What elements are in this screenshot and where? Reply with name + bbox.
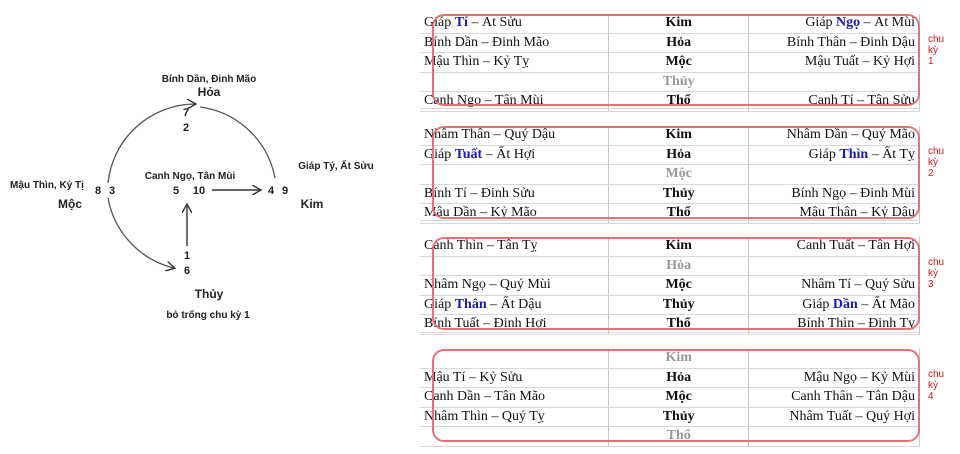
table-row [420,53,920,73]
left-pair-cell [420,295,609,315]
pair-text: – Ất Hợi [482,146,536,162]
pair-text: Giáp [805,15,837,31]
element-cell: Hỏa [609,145,749,165]
left-number-a: 8 [94,185,102,197]
right-cycle-label: Giáp Tý, Ất Sửu [298,161,374,172]
right-pair-cell [749,368,920,388]
element-cell: Kim [609,14,749,33]
pair-text: – Ất Mùi [860,15,915,31]
cycle-table-3 [420,237,920,335]
top-element-label: Hỏa [197,85,221,99]
cycle-label-line: 4 [928,391,934,402]
cycle-label-2 [928,146,954,179]
pair-text: Giáp [808,146,840,162]
right-number-b: 9 [281,185,289,197]
pair-text: Nhâm Tuất – Quý Hợi [789,408,915,424]
bottom-element-label: Thủy [194,287,224,301]
table-row [420,14,920,33]
left-pair-cell [420,407,609,427]
pair-text: – Ất Dậu [486,296,542,312]
pair-text: Canh Tí – Tân Sửu [808,93,915,109]
left-pair-cell [420,165,609,185]
table-row [420,276,920,296]
table-row [420,237,920,256]
arc-moc-thuy [108,198,174,268]
cycle-label-line: chu [928,257,945,268]
pair-text: Bính Tí – Đinh Sửu [424,185,535,201]
right-pair-cell [749,427,920,447]
pair-text: Mậu Tí – Kỷ Sửu [424,369,523,385]
table-row [420,256,920,276]
left-pair-cell [420,126,609,145]
element-cell: Mộc [609,388,749,408]
element-cell: Kim [609,237,749,256]
bottom-note: bỏ trống chu kỳ 1 [166,310,250,321]
left-pair-cell [420,349,609,368]
arc-hoa-kim [200,107,275,178]
table-row [420,126,920,145]
right-pair-cell [749,53,920,73]
left-pair-cell [420,184,609,204]
cycle-label-4 [928,369,954,402]
pair-text: Giáp [424,146,455,162]
right-element-label: Kim [300,197,324,211]
cycle-label-line: chu [928,369,945,380]
top-cycle-label: Bính Dần, Đinh Mão [161,74,257,85]
left-pair-cell [420,237,609,256]
element-cell: Mộc [609,276,749,296]
left-number-b: 3 [108,185,116,197]
cycle-label-line: 2 [928,168,934,179]
pair-text: Bính Thìn – Đinh Tỵ [797,316,915,332]
element-cell: Kim [609,349,749,368]
right-pair-cell [749,165,920,185]
left-pair-cell [420,388,609,408]
grid-spacer-line [420,220,920,221]
bottom-number-a: 1 [183,250,191,262]
right-pair-cell [749,72,920,92]
right-pair-cell [749,407,920,427]
pair-text: Canh Dần – Tân Mão [424,389,546,405]
bottom-number-b: 6 [183,265,191,277]
cycle-table-1 [420,14,920,112]
element-cell: Thủy [609,295,749,315]
element-cell: Hỏa [609,33,749,53]
cycle-label-line: kỳ [928,157,938,168]
element-cell: Thổ [609,204,749,224]
pair-text: Giáp [424,15,455,31]
pair-text: Nhâm Dần – Quý Mão [786,127,915,143]
highlighted-stem: Dần [832,296,858,312]
left-pair-cell [420,72,609,92]
left-element-label: Mộc [58,197,82,211]
pair-text: Mậu Thân – Kỷ Dậu [799,205,915,221]
element-cell: Hỏa [609,368,749,388]
pair-text: Mậu Thìn – Kỷ Tỵ [424,54,530,70]
highlighted-stem: Tuất [454,146,483,162]
right-pair-cell [749,276,920,296]
highlighted-stem: Tí [454,15,468,31]
cycle-label-1 [928,34,954,67]
right-number-a: 4 [267,185,275,197]
pair-text: Nhâm Ngọ – Quý Mùi [424,277,551,293]
center-cycle-label: Canh Ngọ, Tân Mùi [144,171,236,182]
table-row [420,184,920,204]
left-pair-cell [420,256,609,276]
five-elements-diagram [0,0,420,454]
element-cell: Thổ [609,427,749,447]
left-pair-cell [420,276,609,296]
left-pair-cell [420,53,609,73]
cycle-label-line: kỳ [928,45,938,56]
element-cell: Mộc [609,165,749,185]
table-row [420,407,920,427]
highlighted-stem: Thân [454,296,487,312]
pair-text: Nhâm Tí – Quý Sửu [801,277,915,293]
right-pair-cell [749,349,920,368]
right-pair-cell [749,126,920,145]
grid-spacer-line [420,332,920,333]
element-cell: Thủy [609,184,749,204]
element-cell: Thổ [609,92,749,112]
grid-spacer-line [420,108,920,109]
pair-text: – Ất Sửu [467,15,522,31]
top-number-a: 7 [182,107,190,119]
left-pair-cell [420,145,609,165]
table-row [420,295,920,315]
center-number-a: 5 [172,185,180,197]
left-pair-cell [420,368,609,388]
right-pair-cell [749,388,920,408]
cycle-label-line: 3 [928,279,934,290]
highlighted-stem: Thìn [839,146,869,162]
left-cycle-label: Mậu Thìn, Kỷ Tị [10,180,84,191]
pair-text: Bính Thân – Đinh Dậu [786,34,915,50]
pair-text: Bính Ngọ – Đinh Mùi [791,185,915,201]
element-cell: Thủy [609,72,749,92]
center-number-b: 10 [192,185,206,197]
left-pair-cell [420,14,609,33]
pair-text: Canh Ngọ – Tân Mùi [424,93,544,109]
table-row [420,165,920,185]
cycle-label-line: 1 [928,56,934,67]
cycle-label-line: chu [928,146,945,157]
left-pair-cell [420,427,609,447]
table-row [420,349,920,368]
element-cell: Mộc [609,53,749,73]
right-pair-cell [749,14,920,33]
element-cell: Hỏa [609,256,749,276]
table-row [420,33,920,53]
pair-text: Mậu Tuất – Kỷ Hợi [804,54,915,70]
cycle-label-line: chu [928,34,945,45]
table-row [420,145,920,165]
right-pair-cell [749,145,920,165]
element-cell: Thổ [609,315,749,335]
pair-text: Giáp [424,296,455,312]
pair-text: Canh Thân – Tân Dậu [791,389,915,405]
cycle-table-4 [420,349,920,447]
table-row [420,388,920,408]
cycle-label-line: kỳ [928,380,938,391]
right-pair-cell [749,237,920,256]
top-number-b: 2 [182,122,190,134]
pair-text: Nhâm Thân – Quý Dậu [424,127,556,143]
pair-text: Mậu Dần – Kỷ Mão [424,205,537,221]
pair-text: Canh Thìn – Tân Tỵ [424,238,538,254]
right-pair-cell [749,256,920,276]
element-cell: Thủy [609,407,749,427]
pair-text: Bính Tuất – Đinh Hợi [424,316,547,332]
pair-text: Mậu Ngọ – Kỷ Mùi [803,369,915,385]
pair-text: Giáp [802,296,833,312]
highlighted-stem: Ngọ [836,15,861,31]
table-row [420,72,920,92]
table-row [420,427,920,447]
cycle-label-line: kỳ [928,268,938,279]
right-pair-cell [749,295,920,315]
table-row [420,368,920,388]
pair-text: Canh Tuất – Tân Hợi [796,238,915,254]
right-pair-cell [749,33,920,53]
pair-text: Bính Dần – Đinh Mão [424,34,550,50]
cycle-label-3 [928,257,954,290]
right-pair-cell [749,184,920,204]
pair-text: Nhâm Thìn – Quý Tỵ [424,408,545,424]
pair-text: – Ất Mão [857,296,915,312]
pair-text: – Ất Tỵ [868,146,915,162]
element-cell: Kim [609,126,749,145]
cycle-table-2 [420,126,920,224]
left-pair-cell [420,33,609,53]
